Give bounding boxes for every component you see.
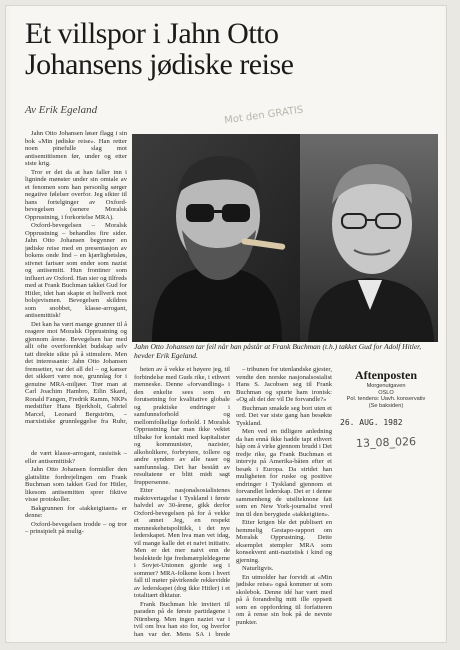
masthead-name: Aftenposten xyxy=(355,368,417,382)
column-1-continued xyxy=(25,450,127,636)
article-photo xyxy=(132,134,438,342)
article-byline: Av Erik Egeland xyxy=(25,104,98,116)
newspaper-masthead xyxy=(338,368,434,409)
col3-paragraph: Buchman smakde seg bort uten et ord. Det var siste gang han besøkte Tyskland. xyxy=(236,404,332,427)
column-2 xyxy=(134,366,230,638)
column-3 xyxy=(236,366,332,638)
scanned-page xyxy=(6,6,446,642)
masthead-city: OSLO xyxy=(378,389,394,396)
handwritten-number: 13_08_026 xyxy=(355,434,417,451)
col2-paragraph: Frank Buchman ble invitert til paraden på de første partidagene i Nürnberg. Men ingen naziet var i tvil om hva han sto for, og hverfor han var der. Mens SA i brede xyxy=(134,600,230,638)
newspaper-clipping xyxy=(10,6,444,642)
faint-scribble: Mot den GRATIS xyxy=(223,104,305,127)
date-stamp: 26. AUG. 1982 xyxy=(340,418,403,427)
col3-paragraph: – tribunen for utenlandske gjester, vendte den norske nasjonalsosialist Hans S. Jacobsen seg til Frank Buchman og spurte ham ironisk: «Og alt det der vil De forvandle?» xyxy=(236,366,332,403)
col3-paragraph: Etter krigen ble det publisert en hemmelig Gestapo-rapport om Moralsk Opprustning. Dette eksemplet stempler MRA som konsekvent anti-nazistisk i kind og gjerning. xyxy=(236,519,332,564)
col1b-paragraph: Jahn Otto Johansen formidler den glattslitte fordrejelingen om Frank Buchman som takket Gud for Hitler, likesom antisemitten sprer fiktive visse protokoller. xyxy=(25,466,127,503)
column-1 xyxy=(25,130,127,426)
col1-paragraph: Det kan ha vært mange grunner til å reagere mot Moralsk Opprustning og gjennom årene. Bevegelsen har med allt ofte overforenklet budskap selv tatt direkte sikte på å stimulere. Men det interessante: Jahn Otto Johansen fremsetter, var det all del – og kanser det sikkert være noe, grunnlag for i genuine MRA-miljøer. Trør man at Carl Joachim Hambro, Eilin Skard, Ronald Fangen, Fredrik Ramm, NKPs medstifter Hans Bjerkholt, Gabriel Marcel, Leonard Bergström, – marxistiske grunnleggelse fra Ruhr, xyxy=(25,320,127,425)
photo-caption: Jahn Otto Johansen tar feil når han påstår at Frank Buchman (t.h.) takket Gud for Adolf Hitler, hevder Erik Egeland. xyxy=(134,342,422,360)
col2-paragraph: heten av å vekke et høyere jeg, til forbindelse med Guds rike, i ethvert menneske. Denne «forvandling» i den enkelte sees som en forutsetning for kvalitative globale og praktiske endringer i samfunnsforhold og mellomfolkelige forhold. I Moralsk Opprustning har man ikke vektet tilbake for kontakt med kapitalister og kommunister, nazister, alkoholikere, forbrytere, tollere og andre syndere av alle raser og samfunnslag. Det har bestått av resultatene er blitt midt sagt fruppersenne. xyxy=(134,366,230,486)
col1-paragraph: Oxford-bevegelsen – Moralsk Opprustning – behandles fire sider. Jahn Otto Johansen begynner en jødiske reise med en presentasjon av bokens onde lind – en kjærlighetsløs, stivnet farisær som ender som nazist og antisemitt. Hun frontiner som influert av Oxford. Han sier og tilfreds med at Frank Buchman takket Gud for Hitler, idet han skapte et hellverk mot bolsjevismen. Bevegelsen skildres som snobbet, klasse-arrogant, antisemittisk! xyxy=(25,222,127,319)
article-headline: Et villspor i Jahn Otto Johansens jødiske reise xyxy=(25,17,294,81)
col3-paragraph: En utmolder har forvidt at «Min jødiske reise» også kommer ut som skolebok. Denne idé har vært med på å forandrelig mitt ille oppsett som en oppfordring til forfatteren om å rense sin bok på de nevnte punkter. xyxy=(236,573,332,626)
masthead-edition: Morgenutgaven xyxy=(366,383,406,389)
col1b-paragraph: de vært klasse-arrogant, rasistisk – eller antisemittisk? xyxy=(25,450,127,465)
col1b-paragraph: Bakgrunnen for «takkeigitaen» er denne: xyxy=(25,504,127,519)
masthead-extra: (Se baksiden) xyxy=(368,402,404,409)
col1b-paragraph: Oxford-bevegelsen trodde – og tror – prinsipielt på mulig- xyxy=(25,520,127,535)
col3-paragraph: Men ved en tidligere anledning da han ennå ikke hadde tapt ethvert håp om å virke gjennom brudd i Det tredje rike, ga Frank Buchman et intervju på Amerika-båten efter et besøk i Europa. Da stridet han muligheten for ruske og positive endringer i Tyskland gjennom et forvandlet lederskap. Det er i denne sammenheng de utsilteknone fait som en New York-journalist vred inn til den berygtede «takkeigiten». xyxy=(236,428,332,518)
col3-paragraph: Naturligvis. xyxy=(242,565,274,572)
col2-paragraph: Etter nasjonalsosialistenes maktovertagelse i Tyskland i første halvdel av 30-årene, gikk derfor Oxford-bevegelsen på for å vekke et annet Jeg, en respekt menneskehetspolitikk, i det nye lederskapet. Men hva man vet idag, vil mange kalle det et naivt initiativ. Men er det mer naivt enn de beslektede hjø fredsmærpleldegerne i Sovjet-Unionen gjorde seg i sommer? MRA-folkene kom i hvert fall til møter påvirkende rekkevidde av lederskapet (dog ikke Hitler) i et totalitært diktatur. xyxy=(134,487,230,599)
col1-paragraph: Jahn Otto Johansen løser flagg i sin bok «Min jødiske reise». Han retter noen pinefulle slag mot antisemittismen før, under og etter siste krig. xyxy=(25,130,127,167)
col1-paragraph: Tror er det da at han faller inn i ligninde mønster under sin omtale av et fenomen som han personlig sørger negative følelser overfor. Jeg sikter til hans fortelginger av Oxford-bevegelsen (senere Moralsk Opprustning, i forkortelse MRA). xyxy=(25,168,127,221)
photo-illustration xyxy=(132,134,438,342)
masthead-party: Pol. tendens: Uavh. konservativ xyxy=(346,396,426,402)
